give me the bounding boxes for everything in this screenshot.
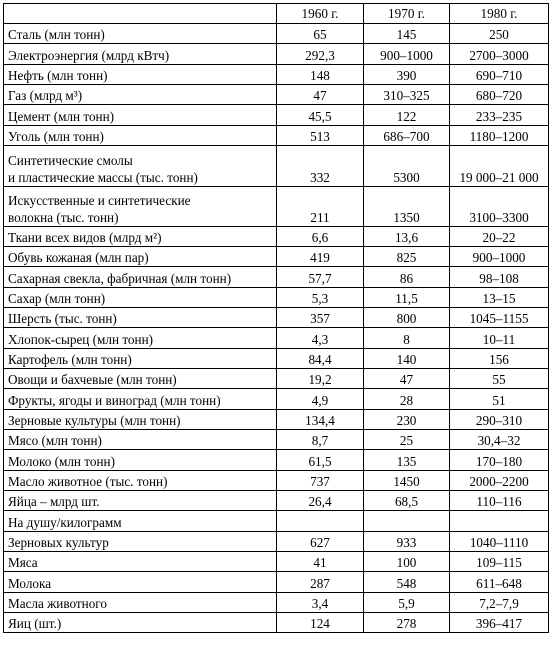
value-cell-1980: 250: [450, 24, 549, 44]
value-cell-1980: 156: [450, 349, 549, 369]
value-cell-1970: 140: [364, 349, 450, 369]
table-row: [4, 227, 549, 247]
value-cell-1980: 30,4–32: [450, 430, 549, 450]
row-label-line: На душу/килограмм: [8, 515, 122, 530]
row-label-line: Нефть (млн тонн): [8, 68, 108, 83]
row-label: [4, 511, 277, 532]
row-label: [4, 247, 277, 267]
row-label-line: Газ (млрд м³): [8, 88, 83, 103]
value-cell-1970: [364, 511, 450, 532]
value-cell-1980: 1045–1155: [450, 308, 549, 328]
row-label-line: Хлопок-сырец (млн тонн): [8, 332, 154, 347]
row-label: [4, 44, 277, 65]
value-cell-1980: 98–108: [450, 267, 549, 288]
header-cell-1960: 1960 г.: [277, 4, 364, 24]
row-label-line: Синтетические смолы: [8, 153, 133, 168]
value-cell-1980: 290–310: [450, 410, 549, 430]
table-row: [4, 85, 549, 105]
row-label: [4, 532, 277, 552]
row-label-line: Масла животного: [8, 596, 107, 611]
row-label-line: и пластические массы (тыс. тонн): [8, 170, 198, 185]
value-cell-1980: 1040–1110: [450, 532, 549, 552]
table-row: [4, 187, 549, 227]
row-label: [4, 267, 277, 288]
table-row: [4, 44, 549, 65]
value-cell-1980: 55: [450, 369, 549, 389]
value-cell-1970: 86: [364, 267, 450, 288]
row-label: [4, 146, 277, 187]
value-cell-1980: 900–1000: [450, 247, 549, 267]
value-cell-1980: [450, 511, 549, 532]
row-label-line: Зерновых культур: [8, 535, 109, 550]
value-cell-1970: 11,5: [364, 288, 450, 308]
table-row: [4, 369, 549, 389]
value-cell-1960: 57,7: [277, 267, 364, 288]
row-label: [4, 613, 277, 633]
row-label: [4, 410, 277, 430]
value-cell-1970: 1450: [364, 471, 450, 491]
value-cell-1960: 45,5: [277, 105, 364, 126]
row-label-line: Ткани всех видов (млрд м²): [8, 230, 162, 245]
value-cell-1960: 332: [277, 146, 364, 187]
header-cell-item: [4, 4, 277, 24]
row-label-line: Яиц (шт.): [8, 616, 62, 631]
header-cell-1970: 1970 г.: [364, 4, 450, 24]
value-cell-1970: 800: [364, 308, 450, 328]
value-cell-1960: 419: [277, 247, 364, 267]
row-label: [4, 288, 277, 308]
row-label-line: Мяса: [8, 555, 38, 570]
table-row: [4, 126, 549, 146]
value-cell-1970: 230: [364, 410, 450, 430]
value-cell-1980: 2700–3000: [450, 44, 549, 65]
value-cell-1960: 5,3: [277, 288, 364, 308]
table-row: [4, 65, 549, 85]
row-label: [4, 471, 277, 491]
value-cell-1960: 737: [277, 471, 364, 491]
value-cell-1980: 170–180: [450, 450, 549, 471]
value-cell-1970: 1350: [364, 187, 450, 227]
row-label: [4, 105, 277, 126]
row-label-line: Уголь (млн тонн): [8, 129, 104, 144]
value-cell-1970: 390: [364, 65, 450, 85]
table-row: [4, 491, 549, 511]
value-cell-1970: 145: [364, 24, 450, 44]
value-cell-1980: 10–11: [450, 328, 549, 349]
value-cell-1960: 19,2: [277, 369, 364, 389]
value-cell-1980: 13–15: [450, 288, 549, 308]
value-cell-1960: 292,3: [277, 44, 364, 65]
row-label: [4, 85, 277, 105]
value-cell-1980: 3100–3300: [450, 187, 549, 227]
table-row: [4, 430, 549, 450]
value-cell-1970: 47: [364, 369, 450, 389]
value-cell-1960: 513: [277, 126, 364, 146]
value-cell-1970: 278: [364, 613, 450, 633]
value-cell-1970: 68,5: [364, 491, 450, 511]
row-label: [4, 430, 277, 450]
row-label-line: Сахарная свекла, фабричная (млн тонн): [8, 271, 232, 286]
value-cell-1960: 3,4: [277, 593, 364, 613]
row-label: [4, 187, 277, 227]
value-cell-1970: 25: [364, 430, 450, 450]
table-row: [4, 349, 549, 369]
value-cell-1960: 41: [277, 552, 364, 572]
table-row: [4, 471, 549, 491]
table-row: [4, 288, 549, 308]
value-cell-1980: 2000–2200: [450, 471, 549, 491]
value-cell-1960: 148: [277, 65, 364, 85]
row-label: [4, 65, 277, 85]
value-cell-1960: 211: [277, 187, 364, 227]
row-label: [4, 328, 277, 349]
value-cell-1970: 5,9: [364, 593, 450, 613]
row-label-line: Картофель (млн тонн): [8, 352, 132, 367]
value-cell-1980: 19 000–21 000: [450, 146, 549, 187]
value-cell-1960: 4,9: [277, 389, 364, 410]
header-row: [4, 4, 549, 24]
value-cell-1970: 122: [364, 105, 450, 126]
value-cell-1960: 26,4: [277, 491, 364, 511]
table-row: [4, 389, 549, 410]
value-cell-1980: 233–235: [450, 105, 549, 126]
row-label-line: Зерновые культуры (млн тонн): [8, 413, 181, 428]
production-table-container: [3, 3, 549, 633]
value-cell-1960: 134,4: [277, 410, 364, 430]
value-cell-1960: 8,7: [277, 430, 364, 450]
value-cell-1980: 51: [450, 389, 549, 410]
table-row: [4, 410, 549, 430]
value-cell-1970: 686–700: [364, 126, 450, 146]
table-row: [4, 328, 549, 349]
row-label-line: Шерсть (тыс. тонн): [8, 311, 117, 326]
value-cell-1960: 287: [277, 572, 364, 593]
value-cell-1980: 680–720: [450, 85, 549, 105]
value-cell-1960: 84,4: [277, 349, 364, 369]
row-label: [4, 491, 277, 511]
value-cell-1980: 396–417: [450, 613, 549, 633]
value-cell-1960: 47: [277, 85, 364, 105]
row-label: [4, 552, 277, 572]
table-row: [4, 613, 549, 633]
table-row: [4, 552, 549, 572]
table-row: [4, 450, 549, 471]
value-cell-1970: 13,6: [364, 227, 450, 247]
table-row: [4, 267, 549, 288]
row-label-line: Масло животное (тыс. тонн): [8, 474, 168, 489]
row-label-line: Обувь кожаная (млн пар): [8, 250, 149, 265]
row-label: [4, 369, 277, 389]
value-cell-1980: 7,2–7,9: [450, 593, 549, 613]
value-cell-1970: 933: [364, 532, 450, 552]
row-label-line: волокна (тыс. тонн): [8, 210, 119, 225]
row-label: [4, 593, 277, 613]
row-label: [4, 389, 277, 410]
value-cell-1980: 690–710: [450, 65, 549, 85]
table-row: [4, 247, 549, 267]
value-cell-1970: 100: [364, 552, 450, 572]
row-label-line: Искусственные и синтетические: [8, 193, 191, 208]
value-cell-1980: 20–22: [450, 227, 549, 247]
value-cell-1970: 5300: [364, 146, 450, 187]
value-cell-1980: 1180–1200: [450, 126, 549, 146]
row-label: [4, 24, 277, 44]
value-cell-1960: [277, 511, 364, 532]
table-body: [4, 24, 549, 633]
table-row: [4, 593, 549, 613]
row-label-line: Яйца – млрд шт.: [8, 494, 100, 509]
table-row: [4, 511, 549, 532]
value-cell-1970: 28: [364, 389, 450, 410]
value-cell-1960: 124: [277, 613, 364, 633]
header-cell-1980: 1980 г.: [450, 4, 549, 24]
value-cell-1960: 65: [277, 24, 364, 44]
value-cell-1970: 900–1000: [364, 44, 450, 65]
row-label: [4, 450, 277, 471]
value-cell-1970: 825: [364, 247, 450, 267]
table-row: [4, 146, 549, 187]
row-label: [4, 126, 277, 146]
table-row: [4, 105, 549, 126]
value-cell-1970: 548: [364, 572, 450, 593]
row-label-line: Овощи и бахчевые (млн тонн): [8, 372, 177, 387]
row-label: [4, 572, 277, 593]
production-table: [3, 3, 549, 633]
row-label-line: Мясо (млн тонн): [8, 433, 102, 448]
row-label-line: Цемент (млн тонн): [8, 109, 115, 124]
value-cell-1970: 135: [364, 450, 450, 471]
row-label-line: Сталь (млн тонн): [8, 27, 105, 42]
table-row: [4, 308, 549, 328]
value-cell-1960: 6,6: [277, 227, 364, 247]
value-cell-1980: 109–115: [450, 552, 549, 572]
value-cell-1980: 110–116: [450, 491, 549, 511]
row-label-line: Фрукты, ягоды и виноград (млн тонн): [8, 393, 221, 408]
row-label-line: Сахар (млн тонн): [8, 291, 106, 306]
table-row: [4, 532, 549, 552]
row-label-line: Молоко (млн тонн): [8, 454, 115, 469]
value-cell-1970: 8: [364, 328, 450, 349]
value-cell-1960: 627: [277, 532, 364, 552]
row-label: [4, 308, 277, 328]
table-row: [4, 572, 549, 593]
value-cell-1960: 357: [277, 308, 364, 328]
row-label: [4, 349, 277, 369]
row-label-line: Электроэнергия (млрд кВтч): [8, 48, 170, 63]
value-cell-1960: 61,5: [277, 450, 364, 471]
row-label-line: Молока: [8, 576, 52, 591]
value-cell-1980: 611–648: [450, 572, 549, 593]
table-row: [4, 24, 549, 44]
row-label: [4, 227, 277, 247]
value-cell-1960: 4,3: [277, 328, 364, 349]
value-cell-1970: 310–325: [364, 85, 450, 105]
